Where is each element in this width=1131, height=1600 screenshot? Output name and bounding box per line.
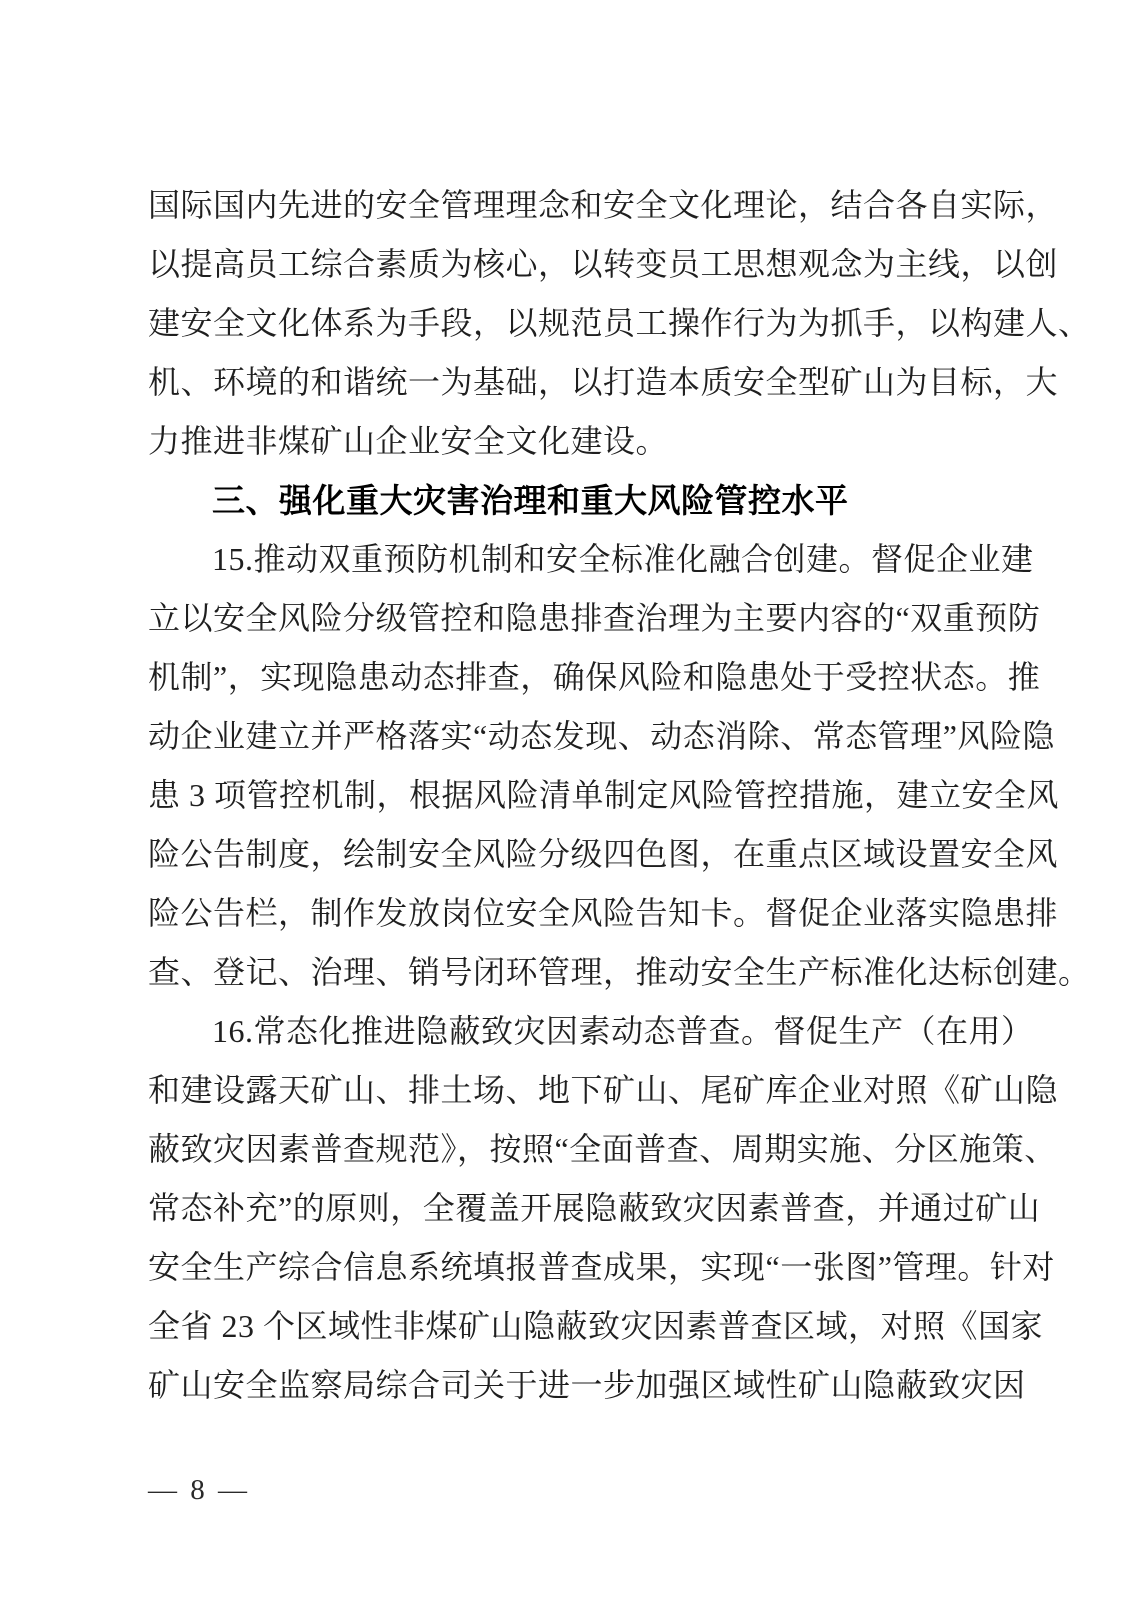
body-text-line: 15.推动双重预防机制和安全标准化融合创建。督促企业建 (212, 541, 1034, 577)
page-number: — 8 — (148, 1474, 250, 1506)
body-text-line: 蔽致灾因素普查规范》，按照“全面普查、周期实施、分区施策、 (148, 1131, 1057, 1167)
body-text-line: 险公告制度，绘制安全风险分级四色图，在重点区域设置安全风 (148, 836, 1059, 872)
body-text-line: 建安全文化体系为手段，以规范员工操作行为为抓手，以构建人、 (148, 305, 1091, 341)
body-text-line: 16.常态化推进隐蔽致灾因素动态普查。督促生产（在用） (212, 1013, 1034, 1049)
body-text-line: 查、登记、治理、销号闭环管理，推动安全生产标准化达标创建。 (148, 954, 1091, 990)
body-text-line: 机制”，实现隐患动态排查，确保风险和隐患处于受控状态。推 (148, 659, 1041, 695)
body-text-line: 力推进非煤矿山企业安全文化建设。 (148, 423, 669, 459)
body-text-line: 国际国内先进的安全管理理念和安全文化理论，结合各自实际， (148, 187, 1059, 223)
body-text-line: 动企业建立并严格落实“动态发现、动态消除、常态管理”风险隐 (148, 718, 1055, 754)
body-text-line: 全省 23 个区域性非煤矿山隐蔽致灾因素普查区域，对照《国家 (148, 1308, 1044, 1344)
body-text-line: 立以安全风险分级管控和隐患排查治理为主要内容的“双重预防 (148, 600, 1041, 636)
body-text-line: 机、环境的和谐统一为基础，以打造本质安全型矿山为目标，大 (148, 364, 1059, 400)
body-text-line: 矿山安全监察局综合司关于进一步加强区域性矿山隐蔽致灾因 (148, 1367, 1026, 1403)
body-text-line: 和建设露天矿山、排土场、地下矿山、尾矿库企业对照《矿山隐 (148, 1072, 1059, 1108)
body-text-line: 常态补充”的原则，全覆盖开展隐蔽致灾因素普查，并通过矿山 (148, 1190, 1041, 1226)
body-text-line: 安全生产综合信息系统填报普查成果，实现“一张图”管理。针对 (148, 1249, 1055, 1285)
body-text-line: 患 3 项管控机制，根据风险清单制定风险管控措施，建立安全风 (148, 777, 1060, 813)
body-text-line: 以提高员工综合素质为核心，以转变员工思想观念为主线，以创 (148, 246, 1059, 282)
body-text-line: 险公告栏，制作发放岗位安全风险告知卡。督促企业落实隐患排 (148, 895, 1059, 931)
section-heading: 三、强化重大灾害治理和重大风险管控水平 (212, 482, 849, 519)
document-body (148, 176, 1091, 1415)
